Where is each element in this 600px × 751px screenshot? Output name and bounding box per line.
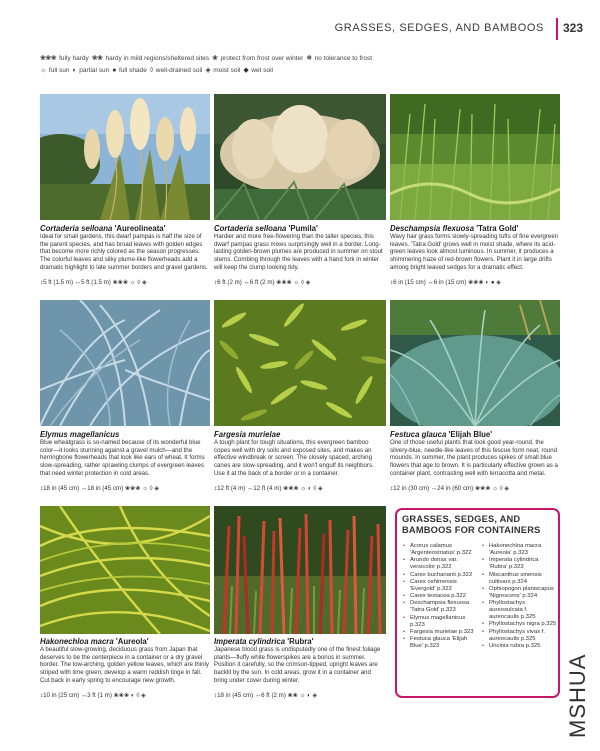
photo-cortaderia-pumila xyxy=(214,94,386,220)
plant-name: Imperata cylindrica xyxy=(214,637,286,646)
spread-value: ↔6 in (15 cm) xyxy=(427,279,467,286)
key-moist: moist soil xyxy=(213,66,241,74)
key-mild: hardy in mild regions/sheltered sites xyxy=(105,54,210,62)
plant-meta xyxy=(214,692,317,699)
height-value: ↕6 ft (2 m) xyxy=(214,279,242,286)
container-list-item: • Festuca glauca 'Elijah Blue' p.323 xyxy=(403,636,481,650)
plant-meta xyxy=(214,485,323,492)
key-frost: protect from frost over winter xyxy=(220,54,304,62)
height-value: ↕18 in (45 cm) xyxy=(40,485,80,492)
plant-description: Blue wheatgrass is so-named because of its wonderful blue color—it looks stunning against a gravel mulch—and the herringbone flowerheads that look like ears of wheat. It forms slow-spreading, rather sprawling clumps of evergreen leaves that need winter protection in cold areas. xyxy=(40,439,205,477)
wet-soil-icon: ◆ xyxy=(243,67,249,74)
plant-name: Cortaderia selloana xyxy=(40,224,113,233)
moist-soil-icon: ◈ xyxy=(205,67,211,74)
photo-imperata-rubra xyxy=(214,506,386,634)
condition-icons: ❀❀❀ ☼ ◊ ◈ xyxy=(124,485,160,492)
key-full-shade: full shade xyxy=(119,66,147,74)
containers-box-title: GRASSES, SEDGES, AND BAMBOOS FOR CONTAINERS xyxy=(402,514,541,535)
photo-cortaderia-aureolineata xyxy=(40,94,210,220)
key-no-frost: no tolerance to frost xyxy=(314,54,373,62)
container-list-item: • Phyllostachys nigra p.325 xyxy=(482,621,558,628)
plant-cultivar: 'Elijah Blue' xyxy=(448,430,493,439)
plant-cultivar: 'Aureolineata' xyxy=(114,224,166,233)
container-list-item: • Ophiopogon planiscapus 'Nigrescens' p.324 xyxy=(482,586,558,600)
plant-title xyxy=(40,637,149,646)
photo-festuca-elijah-blue xyxy=(390,300,560,426)
fully-hardy-icon: ❀❀❀ xyxy=(40,55,57,62)
running-head: GRASSES, SEDGES, AND BAMBOOS xyxy=(334,22,544,34)
height-value: ↕18 in (45 cm) xyxy=(214,692,254,699)
photo-elymus-magellanicus xyxy=(40,300,210,426)
plant-description: A beautiful slow-growing, deciduous grass from Japan that deserves to be the centerpiece in a container or a dry gravel border. The low-arching, golden yellow leaves, which are thinly striped with lime green, develop a warm reddish tinge in fall. Cut back in early spring to encourage new growth. xyxy=(40,646,209,684)
container-list-item: • Carex oshimensis 'Evergold' p.322 xyxy=(403,579,481,593)
page-number: 323 xyxy=(563,21,584,35)
plant-description: A tough plant for tough situations, this evergreen bamboo copes well with dry soils and exposed sites, and makes an effective windbreak or screen. The closely spaced, arching canes are slow-spreading, and it won't engulf its neighbors. Use it at the back of a border or in a container. xyxy=(214,439,374,477)
plant-meta xyxy=(40,279,147,286)
plant-name: Fargesia murielae xyxy=(214,430,281,439)
condition-icons: ❀❀❀ ☼ ◊ ◈ xyxy=(276,279,311,286)
containers-list-col2 xyxy=(482,543,558,650)
container-list-item: • Elymus magellanicus p.323 xyxy=(403,615,481,629)
key-row-hardiness xyxy=(40,54,372,62)
plant-name: Elymus magellanicus xyxy=(40,430,120,439)
key-wet: wet soil xyxy=(251,66,273,74)
condition-icons: ❀❀❀ ☼ ◊ ◈ xyxy=(474,485,510,492)
condition-icons: ❀❀ ☼ ◐ ◈ xyxy=(287,692,318,699)
plant-title xyxy=(214,430,280,439)
plant-cultivar: 'Tatra Gold' xyxy=(476,224,519,233)
height-value: ↕12 ft (4 m) xyxy=(214,485,246,492)
container-list-item: • Acorus calamus 'Argenteostriatus' p.322 xyxy=(403,543,481,557)
key-partial-sun: partial sun xyxy=(79,66,110,74)
plant-name: Deschampsia flexuosa xyxy=(390,224,475,233)
plant-title xyxy=(40,430,119,439)
plant-description: One of those useful plants that look good year-round, the silvery-blue, needle-like leaves of this fescue form neat, round mounds. In summer, the plant produces spikes of small blue flowers that age to brown. It is particularly effective grown as a container plant, contrasting well with terracotta and metal. xyxy=(390,439,558,477)
plant-cultivar: 'Pumila' xyxy=(288,224,318,233)
plant-description: Wavy hair grass forms slowly-spreading tufts of fine evergreen leaves. 'Tatra Gold' grows well in moist shade, where its acid-green leaves look almost luminous. In summer, it produces a shimmering haze of red-brown flowers. Plant it in large drifts among bright leaved sedges for a dramatic effect. xyxy=(390,233,559,271)
header-rule xyxy=(556,18,558,40)
container-list-item: • Miscanthus sinensis cultivars p.324 xyxy=(482,572,558,586)
spread-value: ↔6 ft (2 m) xyxy=(243,279,275,286)
spread-value: ↔18 in (45 cm) xyxy=(80,485,124,492)
frost-protect-icon: ❀ xyxy=(212,55,218,62)
spread-value: ↔6 ft (2 m) xyxy=(254,692,286,699)
watermark xyxy=(560,620,594,740)
container-list-item: • Imperata cylindrica 'Rubra' p.323 xyxy=(482,557,558,571)
plant-description: Ideal for small gardens, this dwarf pampas is half the size of the parent species, and has broad leaves with golden edges that become more richly colored as the season progresses. The colorful leaves and silky plume-like flowerheads add a dramatic highlight to late summer borders and gravel gardens. xyxy=(40,233,208,271)
condition-icons: ❀❀❀ ◐ ● ◈ xyxy=(468,279,502,286)
spread-value: ↔12 ft (4 m) xyxy=(247,485,282,492)
photo-deschampsia-tatra-gold xyxy=(390,94,560,220)
plant-description: Hardier and more free-flowering than the taller species, this dwarf pampas grass mixes surprisingly well in a border. Long-lasting golden-brown plumes are produced in summer on stout stems. Combing through the leaves with a hand fork in winter will keep the clump looking tidy. xyxy=(214,233,383,271)
container-list-item: • Carex buchananii p.322 xyxy=(403,572,481,579)
key-row-conditions xyxy=(40,66,273,74)
plant-meta xyxy=(40,692,146,699)
plant-name: Cortaderia selloana xyxy=(214,224,287,233)
plant-title xyxy=(214,224,318,233)
full-shade-icon: ● xyxy=(112,66,116,74)
plant-name: Festuca glauca xyxy=(390,430,447,439)
photo-fargesia-murielae xyxy=(214,300,386,426)
partial-sun-icon: ◐ xyxy=(72,66,77,74)
container-list-item: • Carex testacea p.322 xyxy=(403,593,481,600)
key-well-drained: well-drained soil xyxy=(155,66,203,74)
plant-title xyxy=(214,637,314,646)
key-fully-hardy: fully hardy xyxy=(59,54,89,62)
plant-title xyxy=(390,224,518,233)
container-list-item: • Hakonechloa macra 'Aureola' p.323 xyxy=(482,543,558,557)
container-list-item: • Uncinia rubra p.325 xyxy=(482,643,558,650)
condition-icons: ❀❀❀ ☼ ◐ ◊ ◈ xyxy=(283,485,323,492)
spread-value: ↔5 ft (1.5 m) xyxy=(74,279,111,286)
key-full-sun: full sun xyxy=(48,66,70,74)
plant-cultivar: 'Rubra' xyxy=(287,637,314,646)
condition-icons: ❀❀❀ ☼ ◊ ◈ xyxy=(112,279,147,286)
containers-list-col1 xyxy=(403,543,481,651)
height-value: ↕6 in (15 cm) xyxy=(390,279,426,286)
full-sun-icon: ☼ xyxy=(40,66,46,74)
container-list-item: • Arundo donax var. versicolor p.322 xyxy=(403,557,481,571)
mild-hardy-icon: ❀❀ xyxy=(91,55,103,62)
plant-meta xyxy=(390,485,509,492)
spread-value: ↔3 ft (1 m) xyxy=(80,692,112,699)
container-list-item: • Fargesia murielae p.323 xyxy=(403,629,481,636)
plant-meta xyxy=(390,279,501,286)
condition-icons: ❀❀❀ ◐ ◊ ◈ xyxy=(113,692,146,699)
photo-hakonechloa-aureola xyxy=(40,506,210,634)
well-drained-icon: ◊ xyxy=(149,66,153,74)
no-frost-icon: ❅ xyxy=(306,55,312,62)
plant-description: Japanese blood grass is undisputedly one of the finest foliage plants—fluffy white flowerspikes are a bonus in summer. Position it carefully, so the crimson-tipped, upright leaves are backlit by the sun. In cold areas, grow it in a container and bring under cover during winter. xyxy=(214,646,381,684)
container-list-item: • Phyllostachys aureosulcata f. aureocaulis p.325 xyxy=(482,600,558,621)
container-list-item: • Deschampsia flexuosa 'Tatra Gold' p.323 xyxy=(403,600,481,614)
height-value: ↕5 ft (1.5 m) xyxy=(40,279,74,286)
height-value: ↕12 in (30 cm) xyxy=(390,485,430,492)
plant-title xyxy=(40,224,165,233)
plant-title xyxy=(390,430,492,439)
spread-value: ↔24 in (60 cm) xyxy=(430,485,474,492)
watermark-text: MSHUA xyxy=(565,653,590,738)
container-list-item: • Phyllostachys vivax f. aureocaulis p.325 xyxy=(482,629,558,643)
plant-meta xyxy=(40,485,159,492)
plant-name: Hakonechloa macra xyxy=(40,637,114,646)
height-value: ↕10 in (25 cm) xyxy=(40,692,80,699)
plant-meta xyxy=(214,279,310,286)
plant-cultivar: 'Aureola' xyxy=(115,637,149,646)
